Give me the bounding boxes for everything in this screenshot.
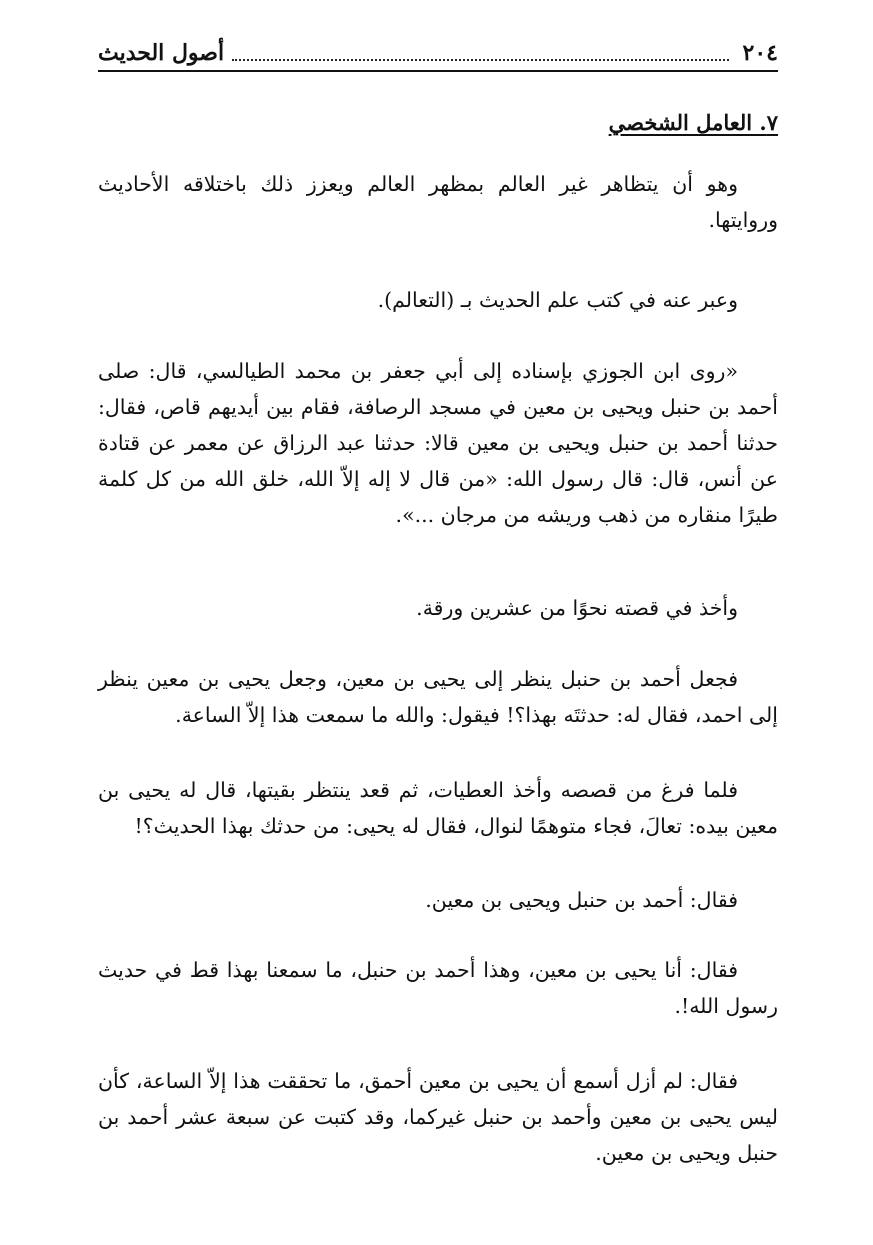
book-title: أصول الحديث — [98, 40, 225, 66]
paragraph: وأخذ في قصته نحوًا من عشرين ورقة. — [416, 596, 738, 620]
paragraph: فلما فرغ من قصصه وأخذ العطيات، ثم قعد ينتظر بقيتها، قال له يحيى بن معين بيده: تعالَ، فجاء متوهمًا لنوال، فقال له يحيى: من حدثك بهذا الحديث؟! — [98, 778, 778, 838]
book-page — [98, 0, 778, 1245]
paragraph: فقال: أنا يحيى بن معين، وهذا أحمد بن حنبل، ما سمعنا بهذا قط في حديث رسول الله!. — [98, 958, 778, 1018]
page-number: ٢٠٤ — [742, 40, 778, 66]
paragraph: «روى ابن الجوزي بإسناده إلى أبي جعفر بن محمد الطيالسي، قال: صلى أحمد بن حنبل ويحيى بن معين في مسجد الرصافة، فقام بين أيديهم قاص، فقال: حدثنا أحمد بن حنبل ويحيى بن معين قالا: حدثنا عبد الرزاق عن معمر عن قتادة عن أنس، قال: قال رسول الله: «من قال لا إله إلاّ الله، خلق الله من كل كلمة طيرًا منقاره من ذهب وريشه من مرجان ...». — [98, 359, 778, 527]
section-heading: ٧. العامل الشخصي — [608, 110, 778, 135]
header-dot-leader — [232, 59, 728, 61]
paragraph: فقال: أحمد بن حنبل ويحيى بن معين. — [425, 888, 738, 912]
paragraph: فقال: لم أزل أسمع أن يحيى بن معين أحمق، ما تحققت هذا إلاّ الساعة، كأن ليس يحيى بن معين وأحمد بن حنبل غيركما، وقد كتبت عن سبعة عشر أحمد بن حنبل ويحيى بن معين. — [98, 1069, 778, 1165]
paragraph: فجعل أحمد بن حنبل ينظر إلى يحيى بن معين، وجعل يحيى بن معين ينظر إلى احمد، فقال له: حدثتَه بهذا؟! فيقول: والله ما سمعت هذا إلاّ الساعة. — [98, 667, 778, 727]
running-header — [98, 36, 778, 72]
paragraph: وعبر عنه في كتب علم الحديث بـ (التعالم). — [377, 288, 738, 312]
paragraph: وهو أن يتظاهر غير العالم بمظهر العالم ويعزز ذلك باختلاقه الأحاديث وروايتها. — [98, 172, 778, 232]
